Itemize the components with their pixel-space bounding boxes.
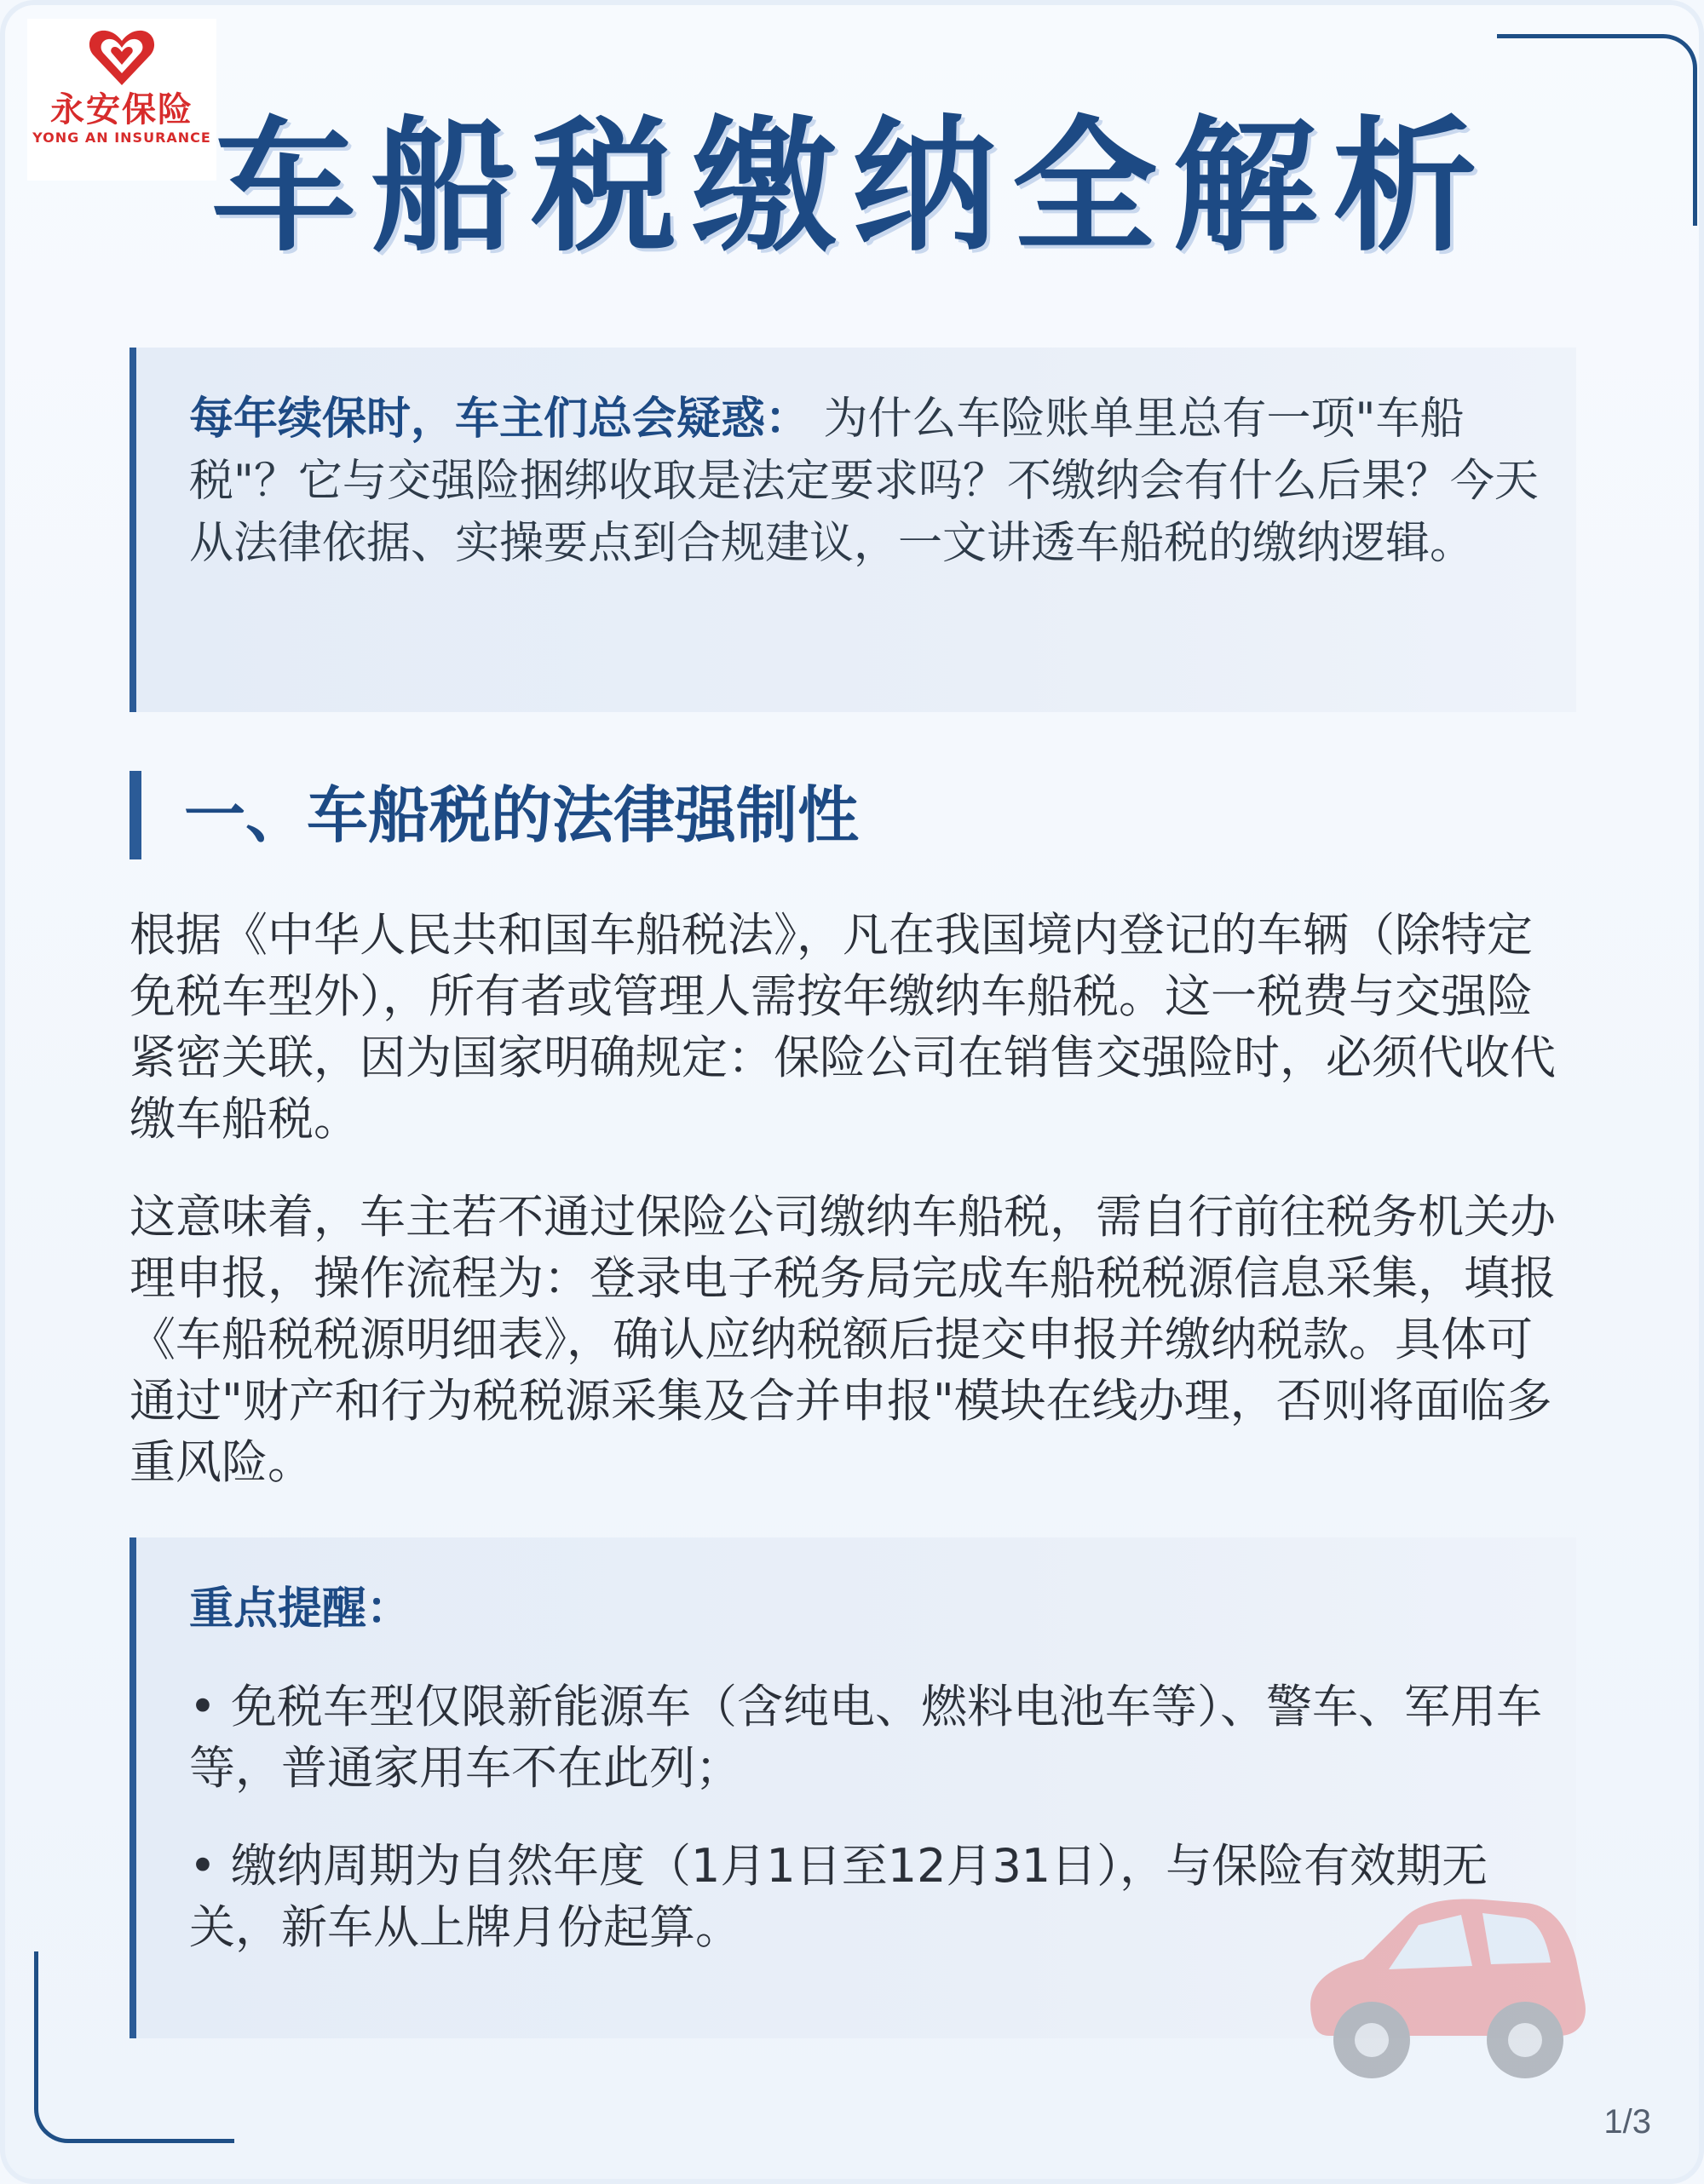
reminder-item: • 缴纳周期为自然年度（1月1日至12月31日），与保险有效期无关，新车从上牌月份起算。 xyxy=(189,1839,1488,1954)
page-title: 车船税缴纳全解析 xyxy=(210,103,1493,272)
paragraph-self-filing: 这意味着，车主若不通过保险公司缴纳车船税，需自行前往税务机关办理申报，操作流程为：登录电子税务局完成车船税税源信息采集，填报《车船税税源明细表》，确认应纳税额后提交申报并缴纳税款。具体可通过"财产和行为税税源采集及合并申报"模块在线办理，否则将面临多重风险。 xyxy=(130,1190,1556,1489)
page-number: 1/3 xyxy=(1603,2103,1651,2141)
reminder-title: 重点提醒： xyxy=(189,1583,412,1635)
logo-name-en: YONG AN INSURANCE xyxy=(32,129,211,146)
section-heading: 一、车船税的法律强制性 xyxy=(130,771,859,859)
car-icon xyxy=(1278,1874,1602,2095)
paragraph-legal-basis: 根据《中华人民共和国车船税法》，凡在我国境内登记的车辆（除特定免税车型外），所有者或管理人需按年缴纳车船税。这一税费与交强险紧密关联，因为国家明确规定：保险公司在销售交强险时，必须代收代缴车船税。 xyxy=(130,908,1556,1146)
logo-name-cn: 永安保险 xyxy=(50,90,193,129)
shield-heart-icon xyxy=(86,26,158,89)
intro-lead: 每年续保时，车主们总会疑惑： xyxy=(189,394,810,445)
intro-body: 为什么车险账单里总有一项"车船税"？它与交强险捆绑收取是法定要求吗？不缴纳会有什么后果？今天从法律依据、实操要点到合规建议，一文讲透车船税的缴纳逻辑。 xyxy=(189,394,1539,569)
intro-text xyxy=(189,388,1544,575)
reminder-item: • 免税车型仅限新能源车（含纯电、燃料电池车等）、警车、军用车等，普通家用车不在此列； xyxy=(189,1680,1543,1795)
intro-box xyxy=(130,348,1576,712)
